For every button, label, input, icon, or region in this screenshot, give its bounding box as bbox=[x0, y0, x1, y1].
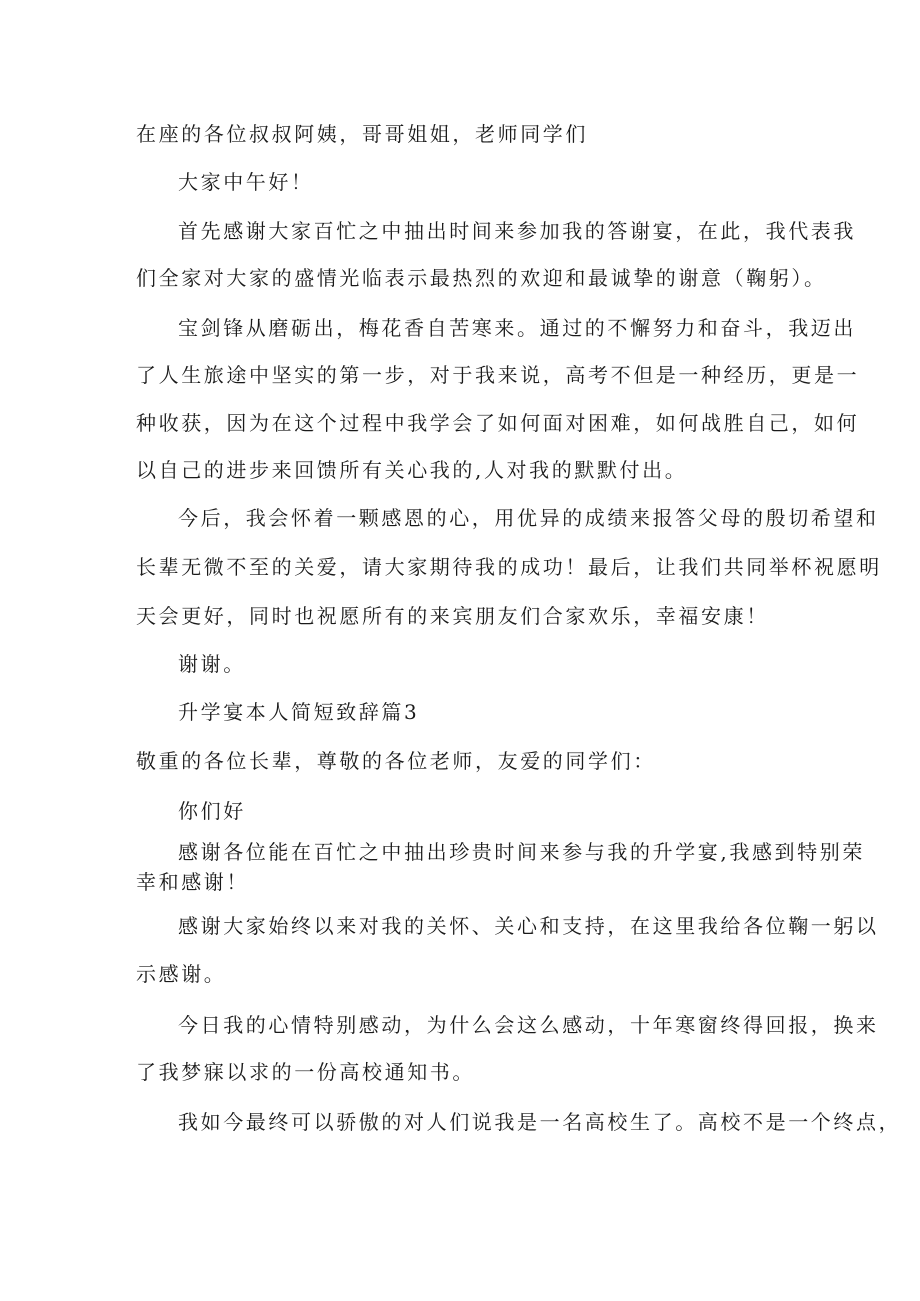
paragraph-line: 以自己的进步来回馈所有关心我的,人对我的默默付出。 bbox=[136, 458, 688, 482]
paragraph-line: 我如今最终可以骄傲的对人们说我是一名高校生了。高校不是一个终点， bbox=[178, 1110, 902, 1134]
greeting-line: 敬重的各位长辈，尊敬的各位老师，友爱的同学们： bbox=[136, 749, 656, 773]
salutation-line: 大家中午好！ bbox=[178, 170, 314, 194]
paragraph-line: 了人生旅途中坚实的第一步，对于我来说，高考不但是一种经历，更是一 bbox=[136, 363, 860, 387]
paragraph-line: 天会更好，同时也祝愿所有的来宾朋友们合家欢乐，幸福安康！ bbox=[136, 604, 769, 628]
greeting-line: 在座的各位叔叔阿姨，哥哥姐姐，老师同学们 bbox=[136, 122, 588, 146]
thanks-line: 谢谢。 bbox=[178, 652, 246, 676]
paragraph-line: 了我梦寐以求的一份高校通知书。 bbox=[136, 1060, 475, 1084]
paragraph-line: 今后，我会怀着一颗感恩的心，用优异的成绩来报答父母的殷切希望和 bbox=[178, 506, 879, 530]
section-heading: 升学宴本人简短致辞篇3 bbox=[178, 700, 420, 724]
paragraph-line: 今日我的心情特别感动，为什么会这么感动，十年寒窗终得回报，换来 bbox=[178, 1013, 879, 1037]
paragraph-line: 首先感谢大家百忙之中抽出时间来参加我的答谢宴，在此，我代表我 bbox=[178, 219, 856, 243]
paragraph-line: 幸和感谢！ bbox=[136, 870, 249, 894]
salutation-line: 你们好 bbox=[178, 799, 246, 823]
paragraph-line: 感谢大家始终以来对我的关怀、关心和支持，在这里我给各位鞠一躬以 bbox=[178, 914, 879, 938]
paragraph-line: 宝剑锋从磨砺出，梅花香自苦寒来。通过的不懈努力和奋斗，我迈出 bbox=[178, 316, 856, 340]
paragraph-line: 们全家对大家的盛情光临表示最热烈的欢迎和最诚挚的谢意（鞠躬）。 bbox=[136, 266, 827, 290]
paragraph-line: 种收获，因为在这个过程中我学会了如何面对困难，如何战胜自己，如何 bbox=[136, 411, 860, 435]
paragraph-line: 示感谢。 bbox=[136, 962, 227, 986]
paragraph-line: 感谢各位能在百忙之中抽出珍贵时间来参与我的升学宴,我感到特别荣 bbox=[178, 840, 865, 864]
paragraph-line: 长辈无微不至的关爱，请大家期待我的成功！最后，让我们共同举杯祝愿明 bbox=[136, 555, 882, 579]
